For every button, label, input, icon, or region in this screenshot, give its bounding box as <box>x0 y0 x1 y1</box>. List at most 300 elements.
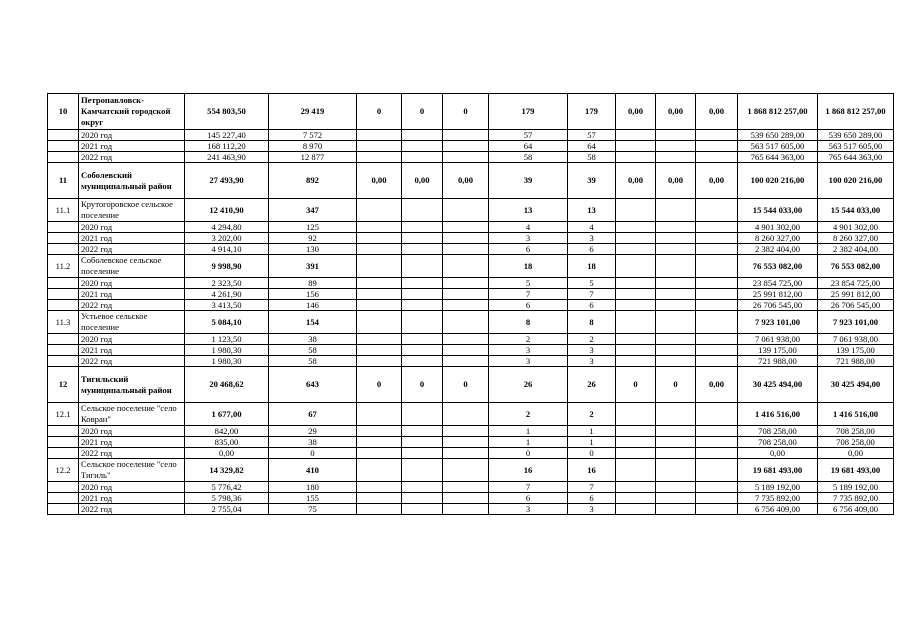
table-cell <box>616 130 656 141</box>
table-cell: 19 681 493,00 <box>818 459 894 482</box>
table-cell: 0,00 <box>402 163 443 199</box>
table-cell: 58 <box>489 152 568 163</box>
table-cell <box>402 278 443 289</box>
table-cell <box>696 300 738 311</box>
table-cell: 2 <box>489 334 568 345</box>
row-number <box>48 278 79 289</box>
table-cell: 3 413,50 <box>185 300 269 311</box>
table-row-district <box>48 163 894 199</box>
row-name: 2022 год <box>79 504 185 515</box>
table-cell: 1 980,30 <box>185 345 269 356</box>
table-cell: 708 258,00 <box>818 437 894 448</box>
table-cell: 1 <box>489 426 568 437</box>
table-cell: 168 112,20 <box>185 141 269 152</box>
table-cell <box>357 356 402 367</box>
table-row-year <box>48 426 894 437</box>
table-cell: 7 572 <box>269 130 357 141</box>
table-cell: 1 416 516,00 <box>738 403 818 426</box>
row-number <box>48 300 79 311</box>
table-cell: 4 914,10 <box>185 244 269 255</box>
table-cell: 835,00 <box>185 437 269 448</box>
table-cell: 27 493,90 <box>185 163 269 199</box>
table-row-year <box>48 356 894 367</box>
table-cell: 708 258,00 <box>818 426 894 437</box>
table-cell: 58 <box>568 152 616 163</box>
table-cell <box>357 403 402 426</box>
table-cell: 7 <box>568 289 616 300</box>
table-cell: 0 <box>402 367 443 403</box>
table-cell: 0,00 <box>818 448 894 459</box>
table-cell: 6 <box>489 493 568 504</box>
table-cell <box>616 403 656 426</box>
table-cell: 539 650 289,00 <box>818 130 894 141</box>
table-row-year <box>48 278 894 289</box>
table-cell: 4 294,80 <box>185 222 269 233</box>
table-cell: 12 877 <box>269 152 357 163</box>
table-cell <box>656 493 696 504</box>
row-number <box>48 437 79 448</box>
table-cell <box>656 356 696 367</box>
table-cell: 64 <box>568 141 616 152</box>
table-cell: 554 803,50 <box>185 94 269 130</box>
table-cell: 39 <box>568 163 616 199</box>
table-row-settlement <box>48 255 894 278</box>
table-cell: 0,00 <box>738 448 818 459</box>
table-cell <box>616 300 656 311</box>
table-cell: 708 258,00 <box>738 437 818 448</box>
table-cell <box>616 482 656 493</box>
table-cell: 156 <box>269 289 357 300</box>
table-cell: 2 382 404,00 <box>738 244 818 255</box>
table-cell <box>402 482 443 493</box>
table-cell: 155 <box>269 493 357 504</box>
row-name: Соболевский муниципальный район <box>79 163 185 199</box>
table-cell: 0 <box>443 94 489 130</box>
table-cell: 7 061 938,00 <box>738 334 818 345</box>
table-cell <box>357 233 402 244</box>
table-cell <box>357 345 402 356</box>
table-cell: 139 175,00 <box>738 345 818 356</box>
table-cell: 19 681 493,00 <box>738 459 818 482</box>
table-cell: 18 <box>489 255 568 278</box>
table-cell <box>402 311 443 334</box>
table-cell <box>402 289 443 300</box>
table-cell: 1 <box>489 437 568 448</box>
table-cell: 7 735 892,00 <box>738 493 818 504</box>
table-cell <box>402 403 443 426</box>
table-cell: 15 544 033,00 <box>818 199 894 222</box>
table-cell: 0,00 <box>185 448 269 459</box>
table-cell: 2 <box>568 403 616 426</box>
table-cell: 25 991 812,00 <box>818 289 894 300</box>
table-cell <box>402 152 443 163</box>
table-cell <box>616 233 656 244</box>
table-cell: 26 706 545,00 <box>738 300 818 311</box>
table-cell: 0 <box>357 94 402 130</box>
table-cell <box>656 152 696 163</box>
table-cell <box>696 448 738 459</box>
table-cell: 7 061 938,00 <box>818 334 894 345</box>
table-cell <box>357 334 402 345</box>
table-cell <box>616 426 656 437</box>
table-cell: 14 329,82 <box>185 459 269 482</box>
table-cell <box>357 152 402 163</box>
table-cell <box>443 130 489 141</box>
table-cell: 0,00 <box>696 367 738 403</box>
table-cell: 721 988,00 <box>738 356 818 367</box>
table-cell <box>656 278 696 289</box>
table-cell: 67 <box>269 403 357 426</box>
row-number <box>48 233 79 244</box>
table-cell <box>696 482 738 493</box>
table-cell <box>357 311 402 334</box>
table-cell: 23 854 725,00 <box>818 278 894 289</box>
table-cell: 13 <box>568 199 616 222</box>
table-cell: 765 644 363,00 <box>738 152 818 163</box>
table-row-year <box>48 482 894 493</box>
table-cell <box>616 504 656 515</box>
table-cell: 4 <box>568 222 616 233</box>
table-cell <box>696 334 738 345</box>
table-cell <box>443 244 489 255</box>
table-cell <box>402 199 443 222</box>
table-cell <box>357 448 402 459</box>
table-cell: 7 <box>568 482 616 493</box>
table-cell <box>696 130 738 141</box>
table-cell <box>443 233 489 244</box>
table-cell <box>402 356 443 367</box>
table-cell <box>656 437 696 448</box>
table-cell: 9 998,90 <box>185 255 269 278</box>
row-name: 2021 год <box>79 437 185 448</box>
table-cell <box>357 141 402 152</box>
table-cell: 4 261,90 <box>185 289 269 300</box>
table-cell <box>402 437 443 448</box>
table-cell: 16 <box>568 459 616 482</box>
table-cell <box>696 311 738 334</box>
table-cell <box>656 130 696 141</box>
table-cell <box>402 345 443 356</box>
table-cell: 130 <box>269 244 357 255</box>
row-number <box>48 448 79 459</box>
table-cell <box>616 448 656 459</box>
table-cell <box>357 437 402 448</box>
table-cell: 3 <box>568 233 616 244</box>
table-cell: 23 854 725,00 <box>738 278 818 289</box>
table-cell: 0 <box>443 367 489 403</box>
table-cell: 3 <box>568 345 616 356</box>
table-cell <box>357 482 402 493</box>
table-cell <box>656 334 696 345</box>
table-cell: 179 <box>489 94 568 130</box>
table-cell <box>402 459 443 482</box>
row-number <box>48 244 79 255</box>
table-cell: 0 <box>269 448 357 459</box>
table-cell <box>402 233 443 244</box>
table-cell: 58 <box>269 345 357 356</box>
table-cell <box>357 504 402 515</box>
table-cell <box>696 437 738 448</box>
table-body <box>48 94 894 515</box>
table-cell <box>696 222 738 233</box>
table-cell <box>616 311 656 334</box>
data-table <box>47 93 894 515</box>
table-cell: 0,00 <box>656 163 696 199</box>
table-row-year <box>48 300 894 311</box>
table-cell <box>616 152 656 163</box>
row-name: 2020 год <box>79 130 185 141</box>
table-cell <box>696 493 738 504</box>
table-cell <box>443 356 489 367</box>
table-cell: 1 677,00 <box>185 403 269 426</box>
table-cell <box>656 482 696 493</box>
table-cell <box>616 278 656 289</box>
row-number <box>48 504 79 515</box>
table-cell: 76 553 082,00 <box>738 255 818 278</box>
table-cell: 8 260 327,00 <box>738 233 818 244</box>
table-cell <box>443 300 489 311</box>
table-cell <box>357 278 402 289</box>
table-cell: 39 <box>489 163 568 199</box>
table-cell <box>357 426 402 437</box>
table-cell: 1 <box>568 426 616 437</box>
table-cell: 765 644 363,00 <box>818 152 894 163</box>
table-row-year <box>48 448 894 459</box>
row-number: 12.1 <box>48 403 79 426</box>
table-cell: 5 084,10 <box>185 311 269 334</box>
row-name: Сельское поселение "село Тигиль" <box>79 459 185 482</box>
table-cell: 1 868 812 257,00 <box>738 94 818 130</box>
row-number <box>48 356 79 367</box>
table-cell <box>402 504 443 515</box>
row-number <box>48 141 79 152</box>
table-cell <box>402 255 443 278</box>
table-cell: 139 175,00 <box>818 345 894 356</box>
table-cell: 8 260 327,00 <box>818 233 894 244</box>
table-cell: 3 <box>489 504 568 515</box>
table-cell: 15 544 033,00 <box>738 199 818 222</box>
table-cell <box>402 493 443 504</box>
table-cell <box>616 459 656 482</box>
table-cell <box>357 222 402 233</box>
table-cell: 241 463,90 <box>185 152 269 163</box>
table-cell <box>696 141 738 152</box>
table-cell: 29 419 <box>269 94 357 130</box>
table-cell <box>357 300 402 311</box>
table-cell: 5 189 192,00 <box>738 482 818 493</box>
table-cell <box>696 152 738 163</box>
table-cell: 3 <box>489 345 568 356</box>
row-name: 2021 год <box>79 345 185 356</box>
table-cell: 3 <box>568 356 616 367</box>
table-cell <box>616 334 656 345</box>
table-cell <box>656 199 696 222</box>
table-cell: 6 <box>489 300 568 311</box>
table-cell <box>357 289 402 300</box>
table-cell <box>402 222 443 233</box>
table-cell: 7 735 892,00 <box>818 493 894 504</box>
row-name: 2020 год <box>79 426 185 437</box>
table-cell: 0,00 <box>696 163 738 199</box>
table-cell: 1 416 516,00 <box>818 403 894 426</box>
table-cell: 1 <box>568 437 616 448</box>
row-name: Крутогоровское сельское поселение <box>79 199 185 222</box>
table-cell <box>357 244 402 255</box>
table-cell <box>696 345 738 356</box>
table-cell <box>402 244 443 255</box>
row-number <box>48 482 79 493</box>
table-cell: 180 <box>269 482 357 493</box>
table-cell <box>357 199 402 222</box>
table-cell: 0,00 <box>357 163 402 199</box>
table-cell <box>443 426 489 437</box>
row-number <box>48 222 79 233</box>
table-cell <box>402 130 443 141</box>
row-number: 11 <box>48 163 79 199</box>
table-cell: 8 <box>568 311 616 334</box>
table-cell: 12 410,90 <box>185 199 269 222</box>
table-cell: 57 <box>489 130 568 141</box>
table-cell <box>696 233 738 244</box>
table-cell <box>616 356 656 367</box>
row-number: 11.1 <box>48 199 79 222</box>
table-cell: 2 755,04 <box>185 504 269 515</box>
row-number <box>48 289 79 300</box>
table-cell <box>402 141 443 152</box>
table-cell: 0 <box>656 367 696 403</box>
table-row-year <box>48 233 894 244</box>
table-cell: 563 517 605,00 <box>818 141 894 152</box>
table-cell <box>357 255 402 278</box>
table-row-settlement <box>48 459 894 482</box>
table-cell <box>443 152 489 163</box>
table-cell: 30 425 494,00 <box>818 367 894 403</box>
table-cell: 100 020 216,00 <box>818 163 894 199</box>
table-cell <box>696 278 738 289</box>
table-cell <box>616 199 656 222</box>
table-cell: 643 <box>269 367 357 403</box>
table-cell: 0,00 <box>616 94 656 130</box>
table-cell <box>656 141 696 152</box>
table-cell: 29 <box>269 426 357 437</box>
table-cell <box>443 448 489 459</box>
table-cell: 1 980,30 <box>185 356 269 367</box>
table-cell <box>696 403 738 426</box>
table-cell: 6 <box>568 493 616 504</box>
table-cell <box>696 255 738 278</box>
row-number <box>48 345 79 356</box>
table-cell: 6 <box>489 244 568 255</box>
table-cell <box>443 278 489 289</box>
table-cell: 0 <box>402 94 443 130</box>
table-cell <box>443 141 489 152</box>
table-cell <box>616 222 656 233</box>
row-name: Соболевское сельское поселение <box>79 255 185 278</box>
row-name: 2021 год <box>79 141 185 152</box>
table-cell: 26 <box>568 367 616 403</box>
table-cell: 0,00 <box>656 94 696 130</box>
table-cell: 539 650 289,00 <box>738 130 818 141</box>
table-cell: 25 991 812,00 <box>738 289 818 300</box>
table-cell <box>443 493 489 504</box>
row-number: 10 <box>48 94 79 130</box>
table-cell: 92 <box>269 233 357 244</box>
table-cell <box>696 289 738 300</box>
table-cell <box>443 482 489 493</box>
row-name: Петропавловск-Камчатский городской округ <box>79 94 185 130</box>
table-cell <box>443 222 489 233</box>
table-cell <box>443 311 489 334</box>
table-cell: 0 <box>357 367 402 403</box>
table-cell: 4 <box>489 222 568 233</box>
table-cell: 7 <box>489 289 568 300</box>
row-name: 2022 год <box>79 448 185 459</box>
table-cell <box>443 403 489 426</box>
table-cell: 38 <box>269 334 357 345</box>
table-cell <box>402 334 443 345</box>
table-cell <box>656 459 696 482</box>
row-name: 2020 год <box>79 482 185 493</box>
table-cell: 2 <box>568 334 616 345</box>
table-cell: 892 <box>269 163 357 199</box>
table-cell: 7 923 101,00 <box>738 311 818 334</box>
table-cell: 30 425 494,00 <box>738 367 818 403</box>
table-cell <box>656 233 696 244</box>
table-cell <box>656 504 696 515</box>
row-number <box>48 334 79 345</box>
table-cell: 57 <box>568 130 616 141</box>
table-cell: 5 <box>489 278 568 289</box>
table-cell <box>357 459 402 482</box>
table-cell: 6 756 409,00 <box>738 504 818 515</box>
table-cell: 3 <box>489 233 568 244</box>
table-cell <box>656 255 696 278</box>
table-cell <box>656 244 696 255</box>
table-cell: 100 020 216,00 <box>738 163 818 199</box>
table-cell: 4 901 302,00 <box>738 222 818 233</box>
table-cell: 38 <box>269 437 357 448</box>
table-row-district <box>48 367 894 403</box>
table-cell <box>443 437 489 448</box>
table-row-settlement <box>48 403 894 426</box>
row-name: 2021 год <box>79 233 185 244</box>
table-cell: 347 <box>269 199 357 222</box>
table-cell <box>616 255 656 278</box>
table-cell: 154 <box>269 311 357 334</box>
table-row-year <box>48 152 894 163</box>
table-cell: 3 202,00 <box>185 233 269 244</box>
table-row-district <box>48 94 894 130</box>
table-cell <box>656 426 696 437</box>
table-row-year <box>48 222 894 233</box>
table-cell <box>402 300 443 311</box>
table-row-settlement <box>48 311 894 334</box>
table-cell: 2 323,50 <box>185 278 269 289</box>
table-cell: 145 227,40 <box>185 130 269 141</box>
row-name: 2022 год <box>79 244 185 255</box>
table-cell: 7 <box>489 482 568 493</box>
table-row-year <box>48 244 894 255</box>
table-cell: 0,00 <box>616 163 656 199</box>
table-cell <box>616 345 656 356</box>
table-cell: 6 <box>568 244 616 255</box>
table-cell <box>357 493 402 504</box>
table-cell: 0 <box>568 448 616 459</box>
table-cell: 0,00 <box>443 163 489 199</box>
table-cell: 0 <box>489 448 568 459</box>
table-cell <box>443 459 489 482</box>
table-row-year <box>48 493 894 504</box>
